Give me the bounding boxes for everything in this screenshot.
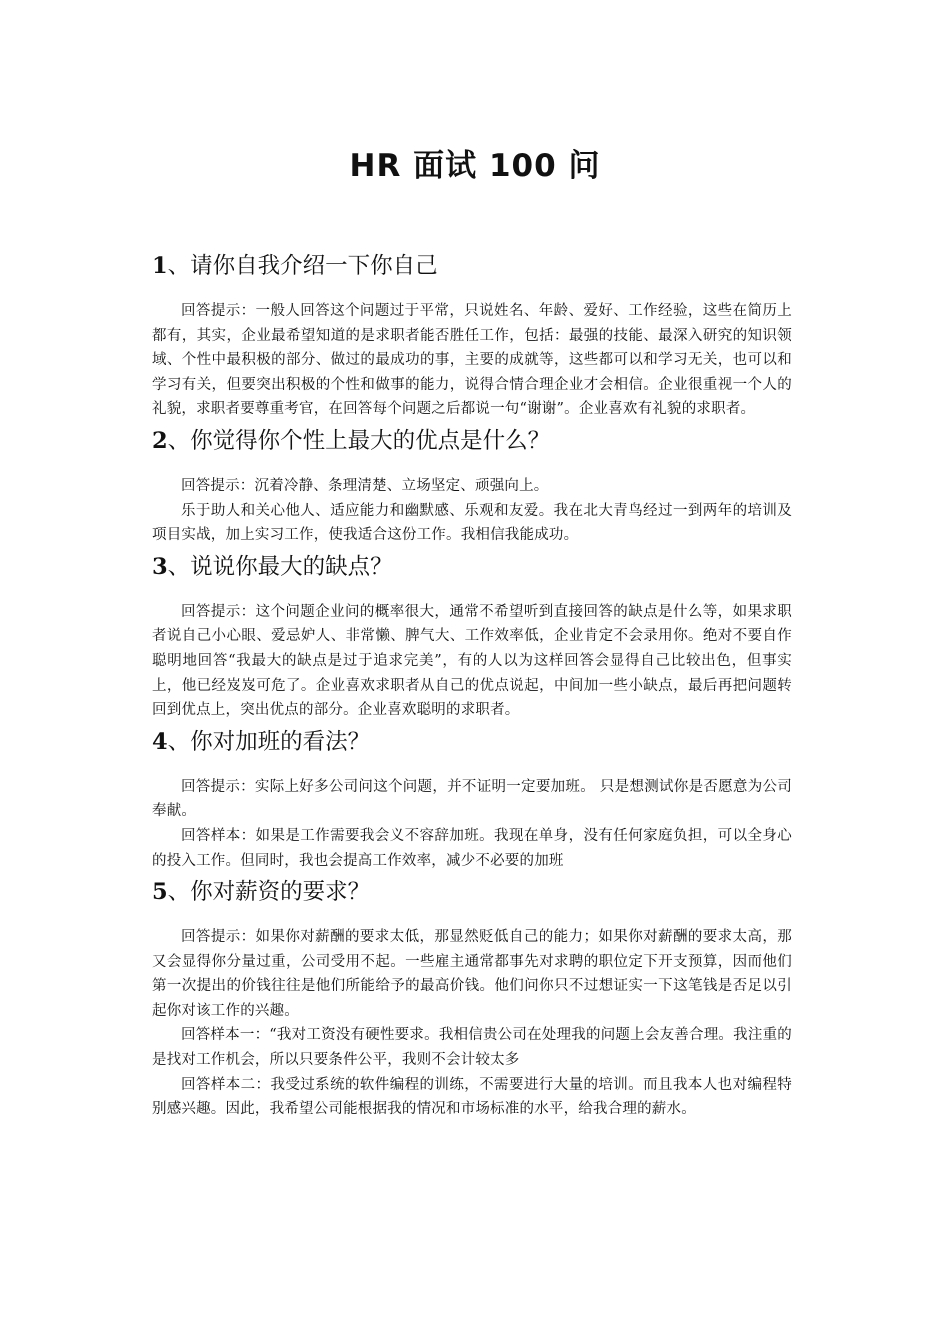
question-text: 、请你自我介绍一下你自己 bbox=[167, 253, 438, 279]
question-section bbox=[152, 548, 792, 723]
question-heading bbox=[152, 723, 792, 761]
question-number: 5 bbox=[152, 879, 168, 906]
question-number: 4 bbox=[152, 728, 168, 755]
answer-paragraph: 回答提示：如果你对薪酬的要求太低，那显然贬低自己的能力；如果你对薪酬的要求太高，那又会显得你分量过重，公司受用不起。一些雇主通常都事先对求聘的职位定下开支预算，因而他们第一次提出的价钱往往是他们所能给予的最高价钱。他们问你只不过想证实一下这笔钱是否足以引起你对该工作的兴趣。 bbox=[152, 929, 792, 1019]
question-section bbox=[152, 723, 792, 873]
question-heading bbox=[152, 422, 792, 460]
question-text: 、说说你最大的缺点？ bbox=[167, 553, 393, 580]
question-number: 2 bbox=[152, 427, 168, 454]
document-body bbox=[152, 247, 792, 1122]
answer-paragraph: 回答样本一：“我对工资没有硬性要求。我相信贵公司在处理我的问题上会友善合理。我注重的是找对工作机会，所以只要条件公平，我则不会计较太多 bbox=[152, 1027, 792, 1069]
question-text: 、你对加班的看法？ bbox=[167, 728, 371, 755]
answer-paragraph: 回答样本二：我受过系统的软件编程的训练，不需要进行大量的培训。而且我本人也对编程特别感兴趣。因此，我希望公司能根据我的情况和市场标准的水平，给我合理的薪水。 bbox=[152, 1076, 792, 1118]
question-text: 、你对薪资的要求？ bbox=[167, 879, 371, 906]
answer-paragraph: 回答提示：这个问题企业问的概率很大，通常不希望听到直接回答的缺点是什么等，如果求职者说自己小心眼、爱忌妒人、非常懒、脾气大、工作效率低，企业肯定不会录用你。绝对不要自作聪明地回答“我最大的缺点是过于追求完美”，有的人以为这样回答会显得自己比较出色，但事实上，他已经岌岌可危了。企业喜欢求职者从自己的优点说起，中间加一些小缺点，最后再把问题转回到优点上，突出优点的部分。企业喜欢聪明的求职者。 bbox=[152, 603, 792, 719]
answer-paragraph: 回答提示：一般人回答这个问题过于平常，只说姓名、年龄、爱好、工作经验，这些在简历上都有，其实，企业最希望知道的是求职者能否胜任工作，包括：最强的技能、最深入研究的知识领域、个性中最积极的部分、做过的最成功的事，主要的成就等，这些都可以和学习无关，也可以和学习有关，但要突出积极的个性和做事的能力，说得合情合理企业才会相信。企业很重视一个人的礼貌，求职者要尊重考官，在回答每个问题之后都说一句“谢谢”。企业喜欢有礼貌的求职者。 bbox=[152, 303, 792, 418]
question-section bbox=[152, 247, 792, 422]
question-number: 3 bbox=[152, 553, 168, 580]
question-heading bbox=[152, 247, 792, 285]
question-section bbox=[152, 422, 792, 548]
question-number: 1 bbox=[152, 253, 168, 279]
answer-paragraph: 回答提示：实际上好多公司问这个问题，并不证明一定要加班。 只是想测试你是否愿意为公司奉献。 bbox=[152, 778, 792, 820]
question-text: 、你觉得你个性上最大的优点是什么？ bbox=[167, 427, 551, 454]
question-heading bbox=[152, 873, 792, 911]
question-section bbox=[152, 873, 792, 1122]
answer-paragraph: 回答提示：沉着冷静、条理清楚、立场坚定、顽强向上。 bbox=[181, 477, 549, 494]
question-heading bbox=[152, 548, 792, 586]
answer-paragraph: 乐于助人和关心他人、适应能力和幽默感、乐观和友爱。我在北大青鸟经过一到两年的培训及项目实战，加上实习工作，使我适合这份工作。我相信我能成功。 bbox=[152, 502, 792, 544]
document-title: HR 面试 100 问 bbox=[349, 148, 601, 184]
answer-paragraph: 回答样本：如果是工作需要我会义不容辞加班。我现在单身，没有任何家庭负担，可以全身心的投入工作。但同时，我也会提高工作效率，减少不必要的加班 bbox=[152, 827, 792, 869]
